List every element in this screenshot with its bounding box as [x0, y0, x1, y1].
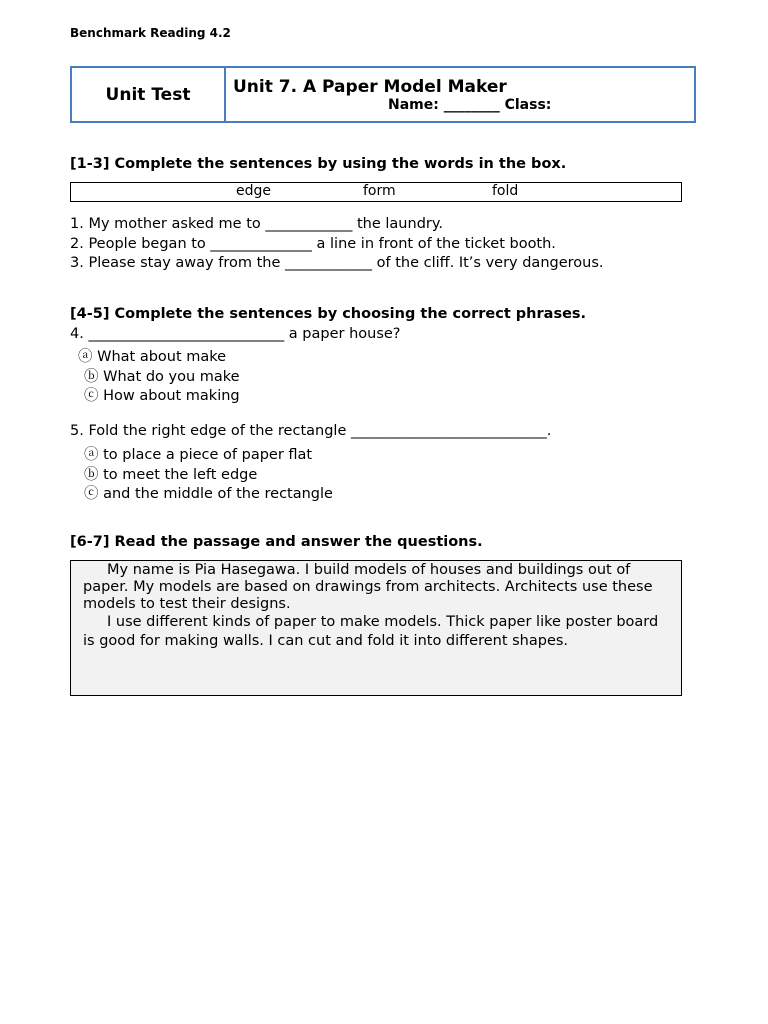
section-2-heading: [4-5] Complete the sentences by choosing the correct phrases.	[70, 306, 587, 322]
question-4-option-b: ⓑ What do you make	[84, 369, 240, 385]
passage-paragraph-1: My name is Pia Hasegawa. I build models of houses and buildings out of paper. My models are based on drawings from architects. Architects use these models to test their designs.	[83, 562, 653, 612]
question-5-option-b: ⓑ to meet the left edge	[84, 467, 258, 483]
question-5-option-a: ⓐ to place a piece of paper flat	[84, 447, 313, 463]
section-1-heading: [1-3] Complete the sentences by using the words in the box.	[70, 156, 567, 172]
question-5-option-c: ⓒ and the middle of the rectangle	[84, 486, 333, 502]
word-box-word: form	[363, 183, 396, 199]
passage-paragraph-2: I use different kinds of paper to make models. Thick paper like poster board is good for making walls. I can cut and fold it into different shapes.	[83, 614, 659, 649]
word-box	[70, 182, 682, 202]
word-box-word: fold	[492, 183, 519, 199]
section-3-heading: [6-7] Read the passage and answer the questions.	[70, 534, 483, 550]
unit-title-box	[70, 66, 696, 123]
question-2: 2. People began to ______________ a line in front of the ticket booth.	[70, 236, 556, 252]
reading-passage	[70, 560, 682, 696]
word-box-word: edge	[236, 183, 271, 199]
question-4-option-a: ⓐ What about make	[78, 349, 227, 365]
question-1: 1. My mother asked me to ____________ the laundry.	[70, 216, 443, 232]
question-4-option-c: ⓒ How about making	[84, 388, 240, 404]
question-4-stem: 4. ___________________________ a paper house?	[70, 326, 401, 342]
unit-title: Unit 7. A Paper Model Maker	[233, 77, 507, 97]
name-class-line: Name: ________ Class:	[388, 97, 552, 113]
document-header: Benchmark Reading 4.2	[70, 26, 231, 40]
question-5-stem: 5. Fold the right edge of the rectangle ___________________________.	[70, 423, 552, 439]
unit-test-label: Unit Test	[72, 68, 226, 121]
question-3: 3. Please stay away from the ____________ of the cliff. It’s very dangerous.	[70, 255, 604, 271]
